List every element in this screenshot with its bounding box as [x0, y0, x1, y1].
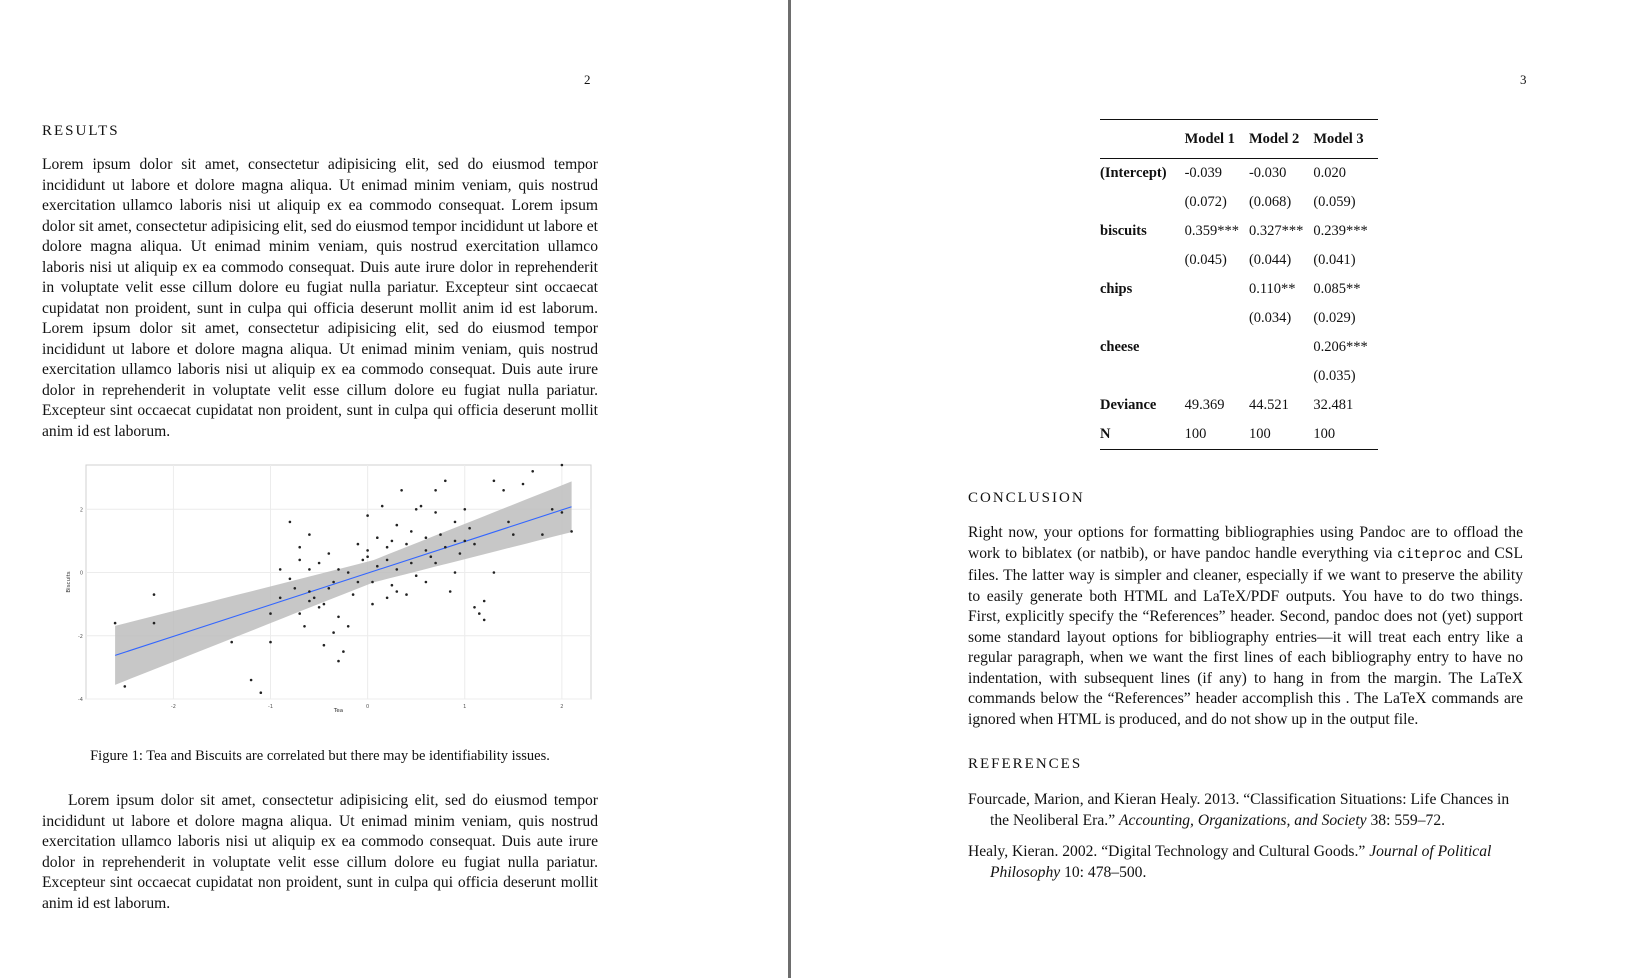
row-label: [1100, 362, 1185, 391]
scatter-point: [376, 536, 379, 539]
scatter-point: [323, 644, 326, 647]
table-cell: [1249, 362, 1313, 391]
scatter-point: [337, 660, 340, 663]
scatter-point: [468, 527, 471, 530]
scatter-point: [124, 685, 127, 688]
row-label: Deviance: [1100, 397, 1157, 413]
row-label: [1100, 304, 1185, 333]
y-tick-label: -4: [78, 697, 83, 703]
table-cell: 0.327***: [1248, 223, 1304, 239]
scatter-point: [298, 559, 301, 562]
table-cell: 0.020: [1313, 165, 1346, 181]
table-row: [1100, 333, 1378, 362]
scatter-point: [561, 511, 564, 514]
row-label: N: [1100, 426, 1111, 442]
x-tick-label: 1: [463, 704, 467, 710]
table-cell: (0.029): [1313, 310, 1356, 326]
scatter-point: [459, 552, 462, 555]
scatter-point: [478, 612, 481, 615]
scatter-point: [483, 600, 486, 603]
table-row: [1100, 217, 1378, 246]
scatter-point: [332, 631, 335, 634]
scatter-point: [561, 464, 564, 467]
y-tick-label: -2: [78, 633, 83, 640]
scatter-point: [473, 543, 476, 546]
scatter-point: [279, 568, 282, 571]
scatter-point: [396, 524, 399, 527]
regression-table: [1100, 119, 1378, 450]
reference-journal: Accounting, Organizations, and Society: [1119, 811, 1367, 829]
scatter-point: [449, 590, 452, 593]
table-cell: (0.035): [1313, 368, 1356, 384]
scatter-point: [391, 540, 394, 543]
scatter-point: [405, 593, 408, 596]
scatter-point: [439, 533, 442, 536]
scatter-point: [386, 597, 389, 600]
scatter-point: [153, 593, 156, 596]
conclusion-heading: CONCLUSION: [968, 490, 1085, 506]
figure-caption: Figure 1: Tea and Biscuits are correlated but there may be identifiability issues.: [90, 748, 550, 764]
scatter-point: [308, 600, 311, 603]
scatter-point: [337, 616, 340, 619]
scatter-point: [415, 508, 418, 511]
scatter-point: [289, 521, 292, 524]
table-header-cell: Model 1: [1185, 120, 1249, 159]
scatter-point: [362, 559, 365, 562]
scatter-point: [464, 508, 467, 511]
scatter-point: [410, 530, 413, 533]
scatter-point: [541, 533, 544, 536]
y-tick-label: 0: [79, 570, 83, 577]
table-cell: 0.085**: [1313, 281, 1361, 297]
scatter-point: [366, 555, 369, 558]
table-cell: (0.068): [1248, 194, 1292, 210]
scatter-point: [386, 559, 389, 562]
reference-tail: 38: 559–72.: [1366, 811, 1446, 829]
scatter-point: [323, 603, 326, 606]
scatter-point: [366, 549, 369, 552]
references-heading: REFERENCES: [968, 756, 1083, 772]
scatter-point: [337, 568, 340, 571]
x-tick-label: 0: [366, 704, 370, 710]
row-label: (Intercept): [1100, 165, 1167, 181]
scatter-point: [308, 590, 311, 593]
scatter-point: [420, 505, 423, 508]
scatter-point: [391, 584, 394, 587]
conclusion-text: Right now, your options for formatting bibliographies using Pandoc are to offload the work to biblatex (or natbib), or have pandoc handle everything via: [968, 524, 1523, 562]
scatter-point: [303, 625, 306, 628]
table-cell: [1185, 333, 1249, 362]
table-header-row: [1100, 120, 1378, 159]
scatter-point: [376, 565, 379, 568]
x-tick-label: -1: [268, 704, 274, 710]
scatter-point: [114, 622, 117, 625]
table-row: [1100, 420, 1378, 450]
scatter-point: [328, 552, 331, 555]
scatter-point: [289, 578, 292, 581]
reference-tail: 10: 478–500.: [1060, 863, 1147, 881]
reference-entry: [968, 842, 1523, 883]
row-label: [1100, 188, 1185, 217]
table-cell: 0.110**: [1248, 281, 1296, 297]
scatter-figure: [64, 463, 593, 714]
scatter-point: [434, 562, 437, 565]
scatter-point: [570, 530, 573, 533]
table-header-cell: Model 3: [1313, 120, 1377, 159]
scatter-point: [269, 612, 272, 615]
x-tick-label: -2: [170, 704, 176, 710]
scatter-point: [454, 571, 457, 574]
scatter-point: [444, 480, 447, 483]
table-cell: (0.044): [1248, 252, 1292, 268]
table-row: [1100, 391, 1378, 420]
y-tick-label: 2: [79, 507, 83, 514]
scatter-point: [410, 562, 413, 565]
table-cell: (0.034): [1248, 310, 1292, 326]
table-row: [1100, 159, 1378, 189]
scatter-point: [313, 597, 316, 600]
scatter-point: [454, 521, 457, 524]
table-cell: [1249, 333, 1313, 362]
scatter-point: [298, 546, 301, 549]
scatter-point: [318, 606, 321, 609]
scatter-point: [347, 625, 350, 628]
table-row: [1100, 275, 1378, 304]
x-tick-label: 2: [560, 704, 564, 710]
table-row: [1100, 188, 1378, 217]
page-number: 3: [1520, 72, 1527, 87]
scatter-chart: [64, 463, 593, 714]
scatter-point: [328, 587, 331, 590]
reference-text: Healy, Kieran. 2002. “Digital Technology and Cultural Goods.”: [968, 843, 1370, 860]
reference-journal: Journal of Political Philosophy: [990, 843, 1492, 881]
scatter-point: [308, 568, 311, 571]
table-row: [1100, 362, 1378, 391]
scatter-point: [430, 555, 433, 558]
scatter-point: [230, 641, 233, 644]
table-cell: 0.359***: [1184, 223, 1239, 239]
scatter-point: [507, 521, 510, 524]
scatter-point: [425, 536, 428, 539]
scatter-point: [352, 593, 355, 596]
table-cell: 0.239***: [1313, 223, 1368, 239]
scatter-point: [454, 540, 457, 543]
scatter-point: [153, 622, 156, 625]
scatter-point: [434, 511, 437, 514]
scatter-point: [347, 571, 350, 574]
scatter-point: [371, 581, 374, 584]
scatter-point: [250, 679, 253, 682]
left-page: [0, 0, 790, 978]
table-cell: [1185, 275, 1249, 304]
row-label: cheese: [1100, 339, 1140, 355]
table-cell: 49.369: [1184, 397, 1225, 413]
scatter-point: [396, 568, 399, 571]
scatter-point: [400, 489, 403, 492]
table-cell: (0.041): [1313, 252, 1356, 268]
scatter-point: [483, 619, 486, 622]
results-heading: RESULTS: [42, 123, 120, 139]
scatter-point: [531, 470, 534, 473]
y-axis-label: Biscuits: [66, 571, 72, 593]
table-cell: [1185, 362, 1249, 391]
scatter-point: [332, 581, 335, 584]
scatter-point: [386, 546, 389, 549]
table-cell: (0.059): [1313, 194, 1356, 210]
scatter-point: [298, 612, 301, 615]
scatter-point: [366, 514, 369, 517]
scatter-point: [473, 606, 476, 609]
table-cell: (0.072): [1184, 194, 1227, 210]
scatter-point: [434, 489, 437, 492]
table-header-cell: [1100, 120, 1185, 159]
scatter-point: [493, 480, 496, 483]
scatter-point: [512, 533, 515, 536]
table-header-cell: Model 2: [1249, 120, 1313, 159]
row-label: chips: [1100, 281, 1133, 297]
table-cell: [1185, 304, 1249, 333]
right-page: [792, 0, 1628, 978]
scatter-point: [269, 641, 272, 644]
scatter-point: [444, 546, 447, 549]
scatter-point: [425, 549, 428, 552]
table-cell: 100: [1184, 426, 1207, 442]
table-row: [1100, 246, 1378, 275]
scatter-point: [464, 540, 467, 543]
scatter-point: [318, 562, 321, 565]
scatter-point: [381, 505, 384, 508]
scatter-point: [260, 691, 263, 694]
scatter-point: [279, 597, 282, 600]
scatter-point: [551, 508, 554, 511]
table-cell: 0.206***: [1313, 339, 1368, 355]
table-cell: (0.045): [1184, 252, 1227, 268]
table-row: [1100, 304, 1378, 333]
page-number: 2: [584, 72, 591, 87]
scatter-point: [405, 543, 408, 546]
row-label: [1100, 246, 1185, 275]
scatter-point: [415, 574, 418, 577]
scatter-point: [396, 590, 399, 593]
scatter-point: [522, 483, 525, 486]
conclusion-paragraph: [968, 523, 1523, 730]
scatter-point: [342, 650, 345, 653]
x-axis-label: Tea: [333, 708, 344, 714]
table-cell: -0.030: [1248, 165, 1287, 181]
table-cell: -0.039: [1184, 165, 1223, 181]
code-citeproc: citeproc: [1397, 547, 1463, 563]
table-cell: 100: [1248, 426, 1271, 442]
table-cell: 32.481: [1313, 397, 1354, 413]
table-cell: 44.521: [1248, 397, 1289, 413]
row-label: biscuits: [1100, 223, 1147, 239]
scatter-point: [308, 533, 311, 536]
reference-text: Fourcade, Marion, and Kieran Healy. 2013. “Classification Situations: Life Chances in the Neoliberal Era.”: [968, 791, 1510, 829]
scatter-point: [502, 489, 505, 492]
scatter-point: [357, 543, 360, 546]
page-divider: [788, 0, 791, 978]
scatter-point: [493, 571, 496, 574]
table-cell: 100: [1313, 426, 1336, 442]
scatter-point: [425, 581, 428, 584]
results-paragraph: Lorem ipsum dolor sit amet, consectetur adipisicing elit, sed do eiusmod tempor incididunt ut labore et dolore magna aliqua. Ut enimad minim veniam, quis nostrud exercitation ullamco laboris nisi ut aliquip ex ea commodo consequat. Lorem ipsum dolor sit amet, consectetur adipisicing elit, sed do eiusmod tempor incididunt ut labore et dolore magna aliqua. Ut enimad minim veniam, quis nostrud exercitation ullamco laboris nisi ut aliquip ex ea commodo consequat. Duis aute irure dolor in reprehenderit in voluptate velit esse cillum dolore eu fugiat nulla pariatur. Excepteur sint occaecat cupidatat non proident, sunt in culpa qui officia deserunt mollit anim id est laborum. Lorem ipsum dolor sit amet, consectetur adipisicing elit, sed do eiusmod tempor incididunt ut labore et dolore magna aliqua. Ut enimad minim veniam, quis nostrud exercitation ullamco laboris nisi ut aliquip ex ea commodo consequat. Duis aute irure dolor in reprehenderit in voluptate velit esse cillum dolore eu fugiat nulla pariatur. Excepteur sint occaecat cupidatat non proident, sunt in culpa qui officia deserunt mollit anim id est laborum.: [42, 156, 598, 440]
scatter-point: [294, 587, 297, 590]
reference-entry: [968, 790, 1523, 831]
conclusion-text: and CSL files. The latter way is simpler and cleaner, especially if we want to preserve the ability to easily generate both HTML and LaTeX/PDF outputs. You have to do two things. First, explicitly specify the “References” header. Second, pandoc does not (yet) support some standard layout options for bibliography entries—it will treat each entry like a regular paragraph, when we want the first lines of each bibliography entry to have no indentation, with subsequent lines (if any) to hang in from the margin. The LaTeX commands below the “References” header accomplish this . The LaTeX commands are ignored when HTML is produced, and do not show up in the output file.: [968, 544, 1523, 728]
second-paragraph: Lorem ipsum dolor sit amet, consectetur adipisicing elit, sed do eiusmod tempor incididunt ut labore et dolore magna aliqua. Ut enimad minim veniam, quis nostrud exercitation ullamco laboris nisi ut aliquip ex ea commodo consequat. Duis aute irure dolor in reprehenderit in voluptate velit esse cillum dolore eu fugiat nulla pariatur. Excepteur sint occaecat cupidatat non proident, sunt in culpa qui officia deserunt mollit anim id est laborum.: [42, 792, 598, 912]
scatter-point: [357, 581, 360, 584]
scatter-point: [371, 603, 374, 606]
